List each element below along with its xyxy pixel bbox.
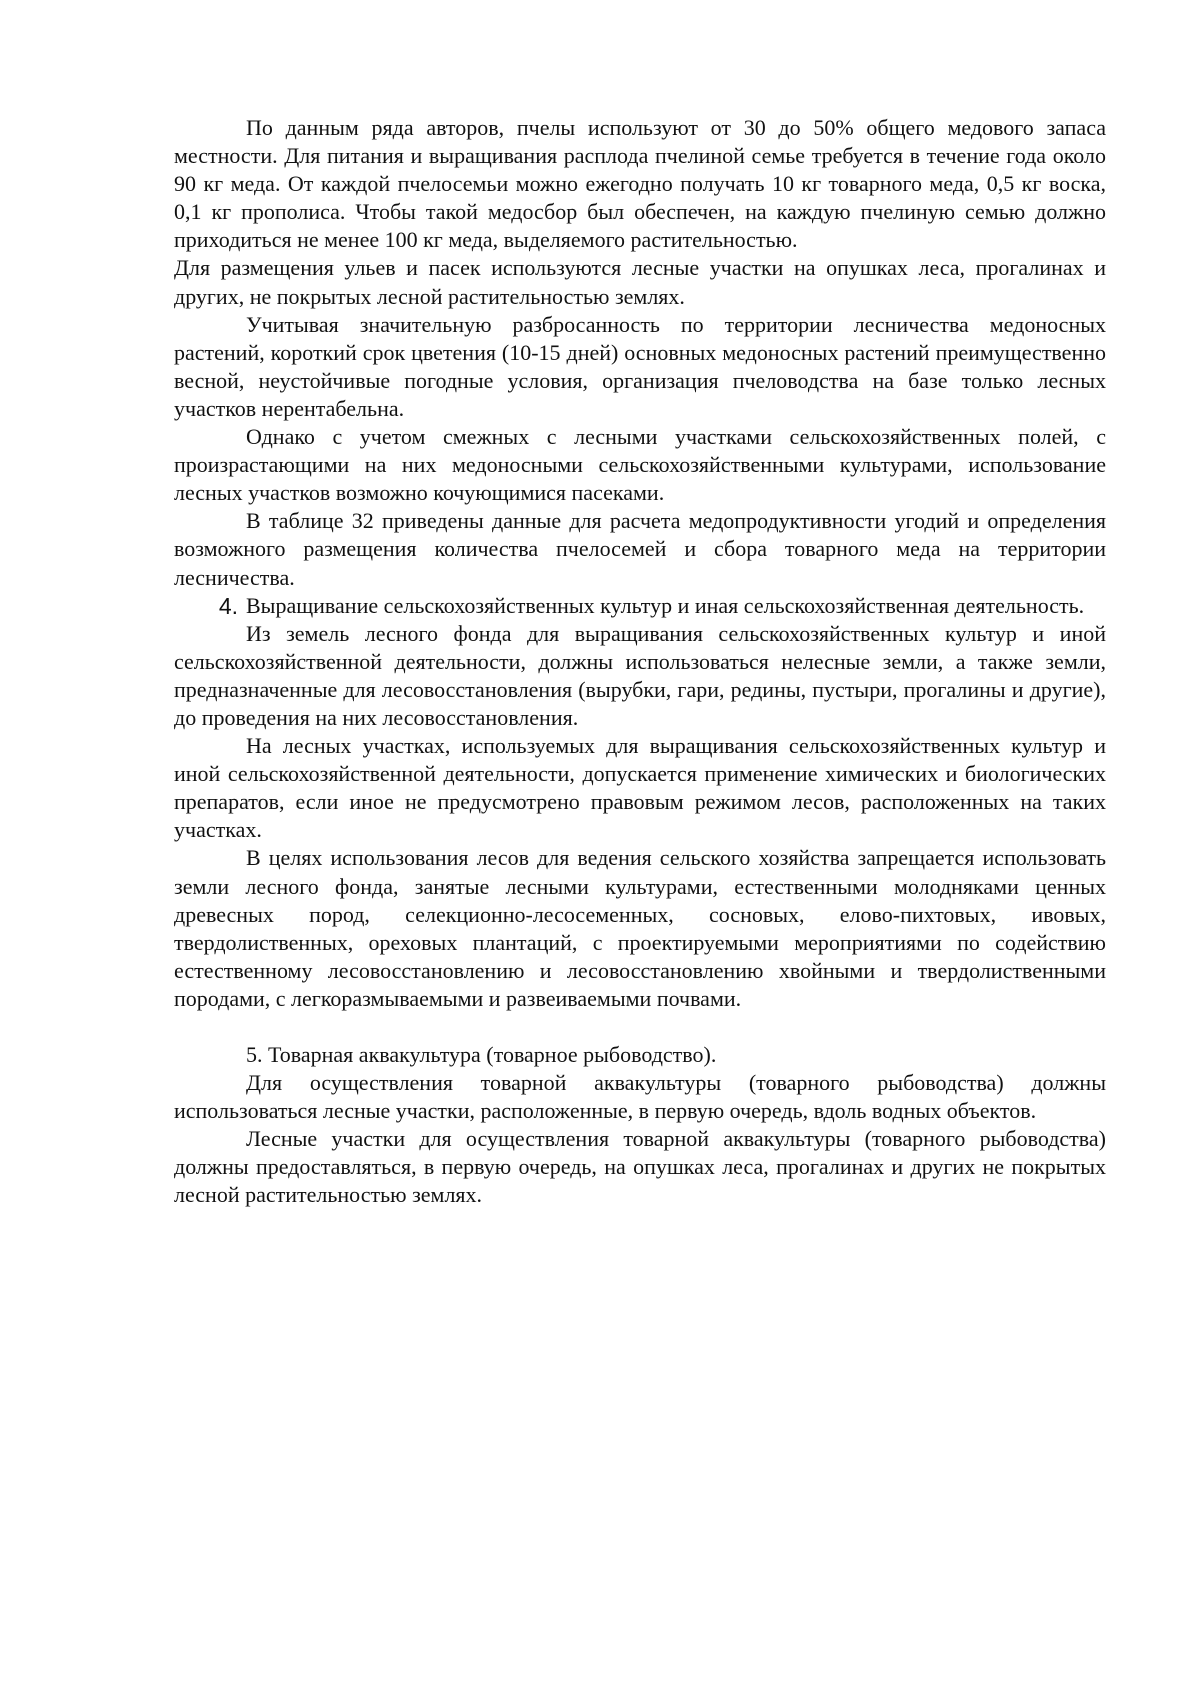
paragraph-aquaculture-sites: Для осуществления товарной аквакультуры (товарного рыбоводства) должны использоваться лесные участки, расположенные, в первую очередь, вдоль водных объектов. [174, 1070, 1106, 1124]
document-body [174, 114, 1106, 1210]
paragraph-aquaculture-provision: Лесные участки для осуществления товарной аквакультуры (товарного рыбоводства) должны предоставляться, в первую очередь, на опушках леса, прогалинах и других не покрытых лесной растительностью землях. [174, 1126, 1106, 1208]
paragraph-table-32-reference: В таблице 32 приведены данные для расчета медопродуктивности угодий и определения возможного размещения количества пчелосемей и сбора товарного меда на территории лесничества. [174, 508, 1106, 590]
paragraph-beekeeping-honey-reserve: По данным ряда авторов, пчелы используют от 30 до 50% общего медового запаса местности. Для питания и выращивания расплода пчелиной семье требуется в течение года около 90 кг меда. От каждой пчелосемьи можно ежегодно получать 10 кг товарного меда, 0,5 кг воска, 0,1 кг прополиса. Чтобы такой медосбор был обеспечен, на каждую пчелиную семью должно приходиться не менее 100 кг меда, выделяемого растительностью. [174, 115, 1106, 253]
section-heading-aquaculture: 5. Товарная аквакультура (товарное рыбоводство). [246, 1042, 717, 1067]
paragraph-agriculture-prohibitions: В целях использования лесов для ведения сельского хозяйства запрещается использовать земли лесного фонда, занятые лесными культурами, естественными молодняками ценных древесных пород, селекционно-лесосеменных, сосновых, елово-пихтовых, ивовых, твердолиственных, ореховых плантаций, с проектируемыми мероприятиями по содействию естественному лесовосстановлению и лесовосстановлению хвойными и твердолиственными породами, с легкоразмываемыми и развеиваемыми почвами. [174, 845, 1106, 1011]
paragraph-beekeeping-unprofitable: Учитывая значительную разбросанность по территории лесничества медоносных растений, короткий срок цветения (10-15 дней) основных медоносных растений преимущественно весной, неустойчивые погодные условия, организация пчеловодства на базе только лесных участков нерентабельна. [174, 311, 1106, 421]
paragraph-agricultural-lands: Из земель лесного фонда для выращивания сельскохозяйственных культур и иной сельскохозяйственной деятельности, должны использоваться нелесные земли, а также земли, предназначенные для лесовосстановления (вырубки, гари, редины, пустыри, прогалины и другие), до проведения на них лесовосстановления. [174, 620, 1106, 730]
section-spacer [174, 1013, 1106, 1041]
section-title: Выращивание сельскохозяйственных культур и иная сельскохозяйственная деятельность. [246, 592, 1085, 618]
section-heading-agriculture [174, 592, 1106, 620]
paragraph-nomadic-apiaries: Однако с учетом смежных с лесными участками сельскохозяйственных полей, с произрастающими на них медоносными сельскохозяйственными культурами, использование лесных участков возможно кочующимися пасеками. [174, 424, 1106, 506]
section-number: 4. [218, 592, 238, 619]
paragraph-chemical-preparations: На лесных участках, используемых для выращивания сельскохозяйственных культур и иной сельскохозяйственной деятельности, допускается применение химических и биологических препаратов, если иное не предусмотрено правовым режимом лесов, расположенных на таких участках. [174, 733, 1106, 843]
paragraph-hive-placement: Для размещения ульев и пасек используются лесные участки на опушках леса, прогалинах и других, не покрытых лесной растительностью землях. [174, 255, 1106, 309]
